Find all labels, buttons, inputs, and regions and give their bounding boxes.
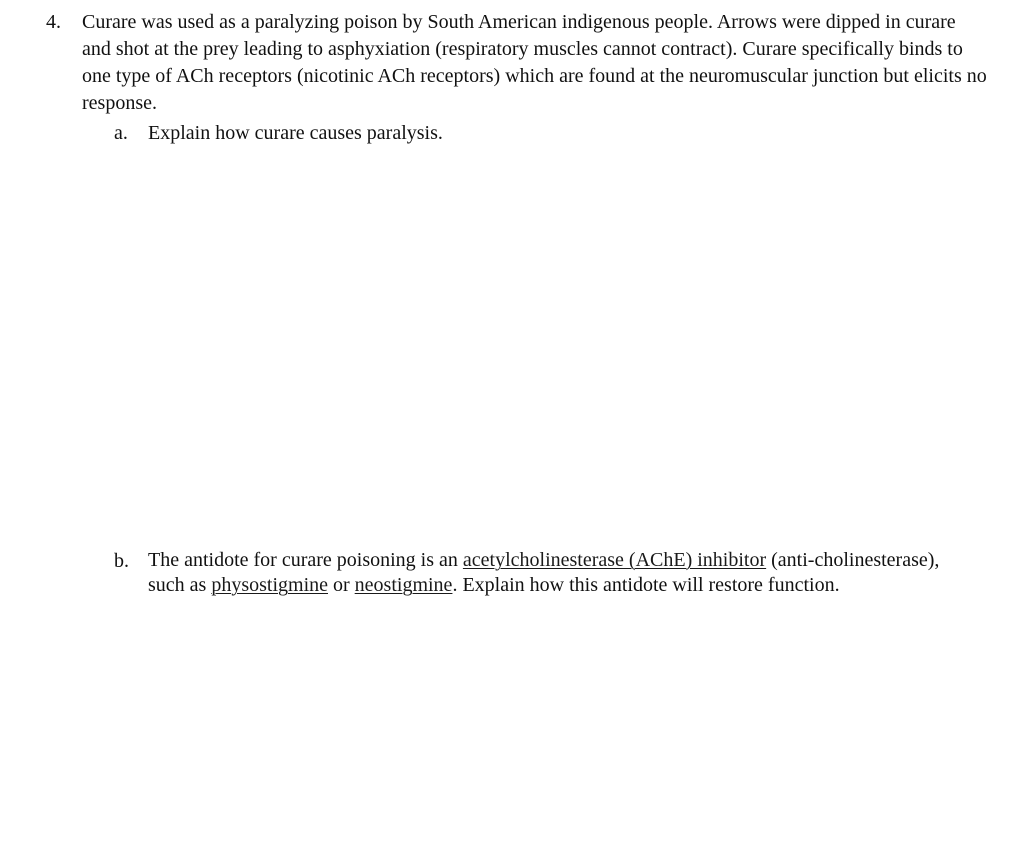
part-b-text-end: . Explain how this antidote will restore function. bbox=[452, 574, 840, 596]
part-b-text-start: The antidote for curare poisoning is an bbox=[148, 549, 463, 571]
ache-inhibitor-link[interactable]: acetylcholinesterase (AChE) inhibitor bbox=[462, 549, 767, 571]
question-row bbox=[46, 9, 1006, 117]
part-b-text-middle: (anti-cholinesterase), such as bbox=[148, 549, 940, 596]
neostigmine-link[interactable]: neostigmine bbox=[354, 574, 453, 596]
part-b-letter: b. bbox=[114, 550, 129, 572]
part-a bbox=[114, 120, 1008, 147]
part-b-text-or: or bbox=[328, 574, 355, 596]
question-4 bbox=[46, 9, 1006, 117]
part-a-letter: a. bbox=[114, 122, 128, 144]
question-text: Curare was used as a paralyzing poison by South American indigenous people. Arrows were dipped in curare and shot at the prey leading to asphyxiation (respiratory muscles cannot contract). Curare specifically binds to one type of ACh receptors (nicotinic ACh receptors) which are found at the neuromuscular junction but elicits no response. bbox=[82, 11, 987, 114]
question-number: 4. bbox=[46, 11, 61, 33]
part-b bbox=[114, 548, 978, 598]
part-b-text bbox=[148, 548, 978, 598]
part-a-text: Explain how curare causes paralysis. bbox=[148, 122, 443, 144]
physostigmine-link[interactable]: physostigmine bbox=[211, 574, 328, 596]
